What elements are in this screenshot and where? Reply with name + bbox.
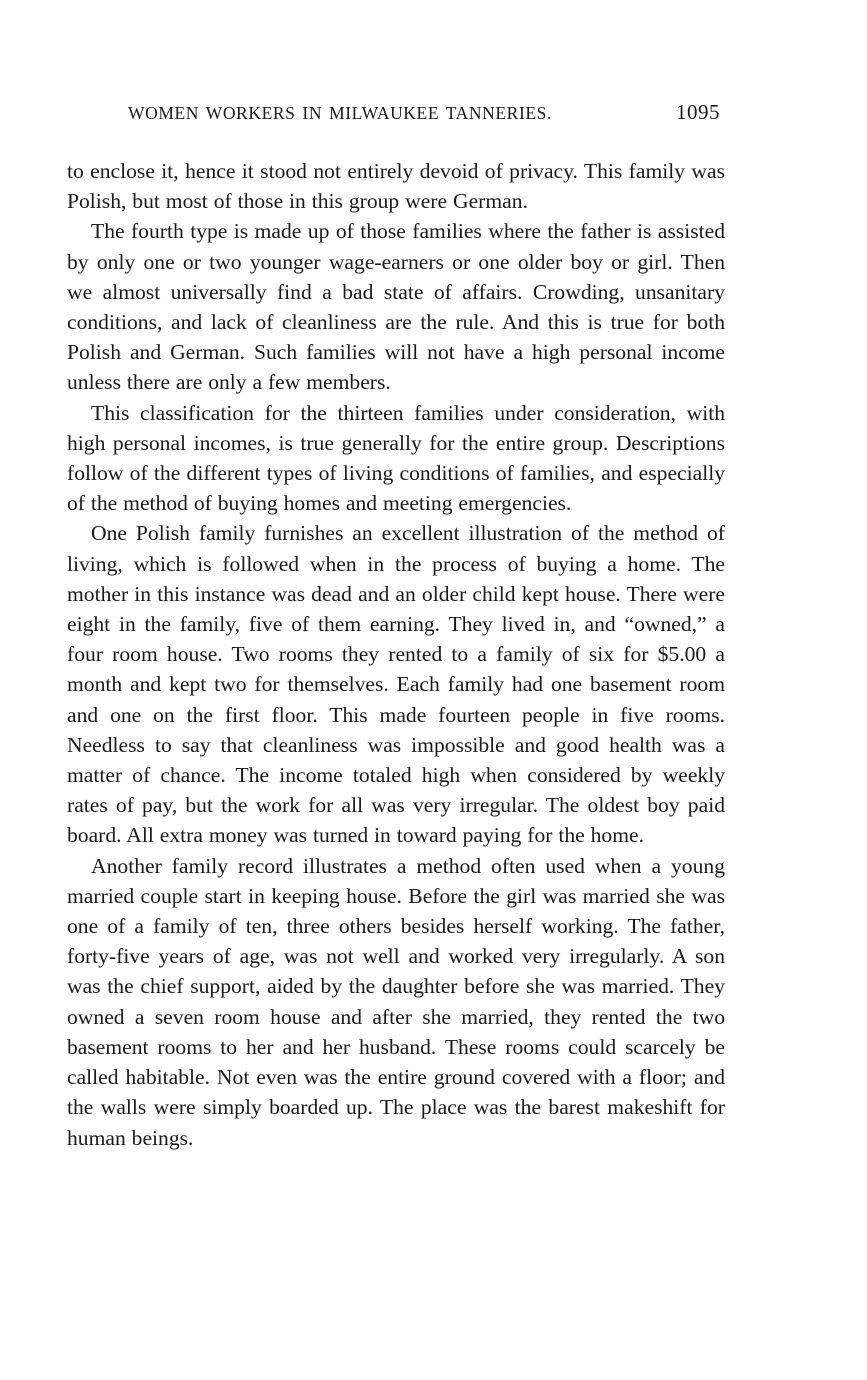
paragraph-fourth-type: The fourth type is made up of those families where the father is assisted by only one or two younger wage-earners or one older boy or girl. Then we almost universally find a bad state of affairs. Crowding, unsanitary conditions, and lack of cleanliness are the rule. And this is true for both Polish and German. Such families will not have a high personal income unless there are only a few members. bbox=[67, 219, 725, 395]
body-text bbox=[67, 156, 725, 1153]
paragraph-married-couple: Another family record illustrates a method often used when a young married couple start in keeping house. Before the girl was married she was one of a family of ten, three others besides herself working. The father, forty-five years of age, was not well and worked very irregularly. A son was the chief support, aided by the daughter before she was married. They owned a seven room house and after she married, they rented the two basement rooms to her and her husband. These rooms could scarcely be called habitable. Not even was the entire ground covered with a floor; and the walls were simply boarded up. The place was the barest makeshift for human beings. bbox=[67, 853, 725, 1150]
running-head bbox=[128, 100, 720, 132]
running-title: WOMEN WORKERS IN MILWAUKEE TANNERIES. bbox=[128, 103, 552, 123]
paragraph-classification: This classification for the thirteen families under consideration, with high personal incomes, is true generally for the entire group. Descriptions follow of the different types of living conditions of families, and especially of the method of buying homes and meeting emergencies. bbox=[67, 400, 725, 516]
paragraph-continuation: to enclose it, hence it stood not entirely devoid of privacy. This family was Polish, but most of those in this group were German. bbox=[67, 159, 725, 214]
paragraph-polish-family: One Polish family furnishes an excellent illustration of the method of living, which is followed when in the process of buying a home. The mother in this instance was dead and an older child kept house. There were eight in the family, five of them earning. They lived in, and “owned,” a four room house. Two rooms they rented to a family of six for $5.00 a month and kept two for themselves. Each family had one basement room and one on the first floor. This made fourteen people in five rooms. Needless to say that cleanliness was impossible and good health was a matter of chance. The income totaled high when considered by weekly rates of pay, but the work for all was very irregular. The oldest boy paid board. All extra money was turned in toward paying for the home. bbox=[67, 521, 725, 848]
page-number: 1095 bbox=[676, 100, 720, 124]
